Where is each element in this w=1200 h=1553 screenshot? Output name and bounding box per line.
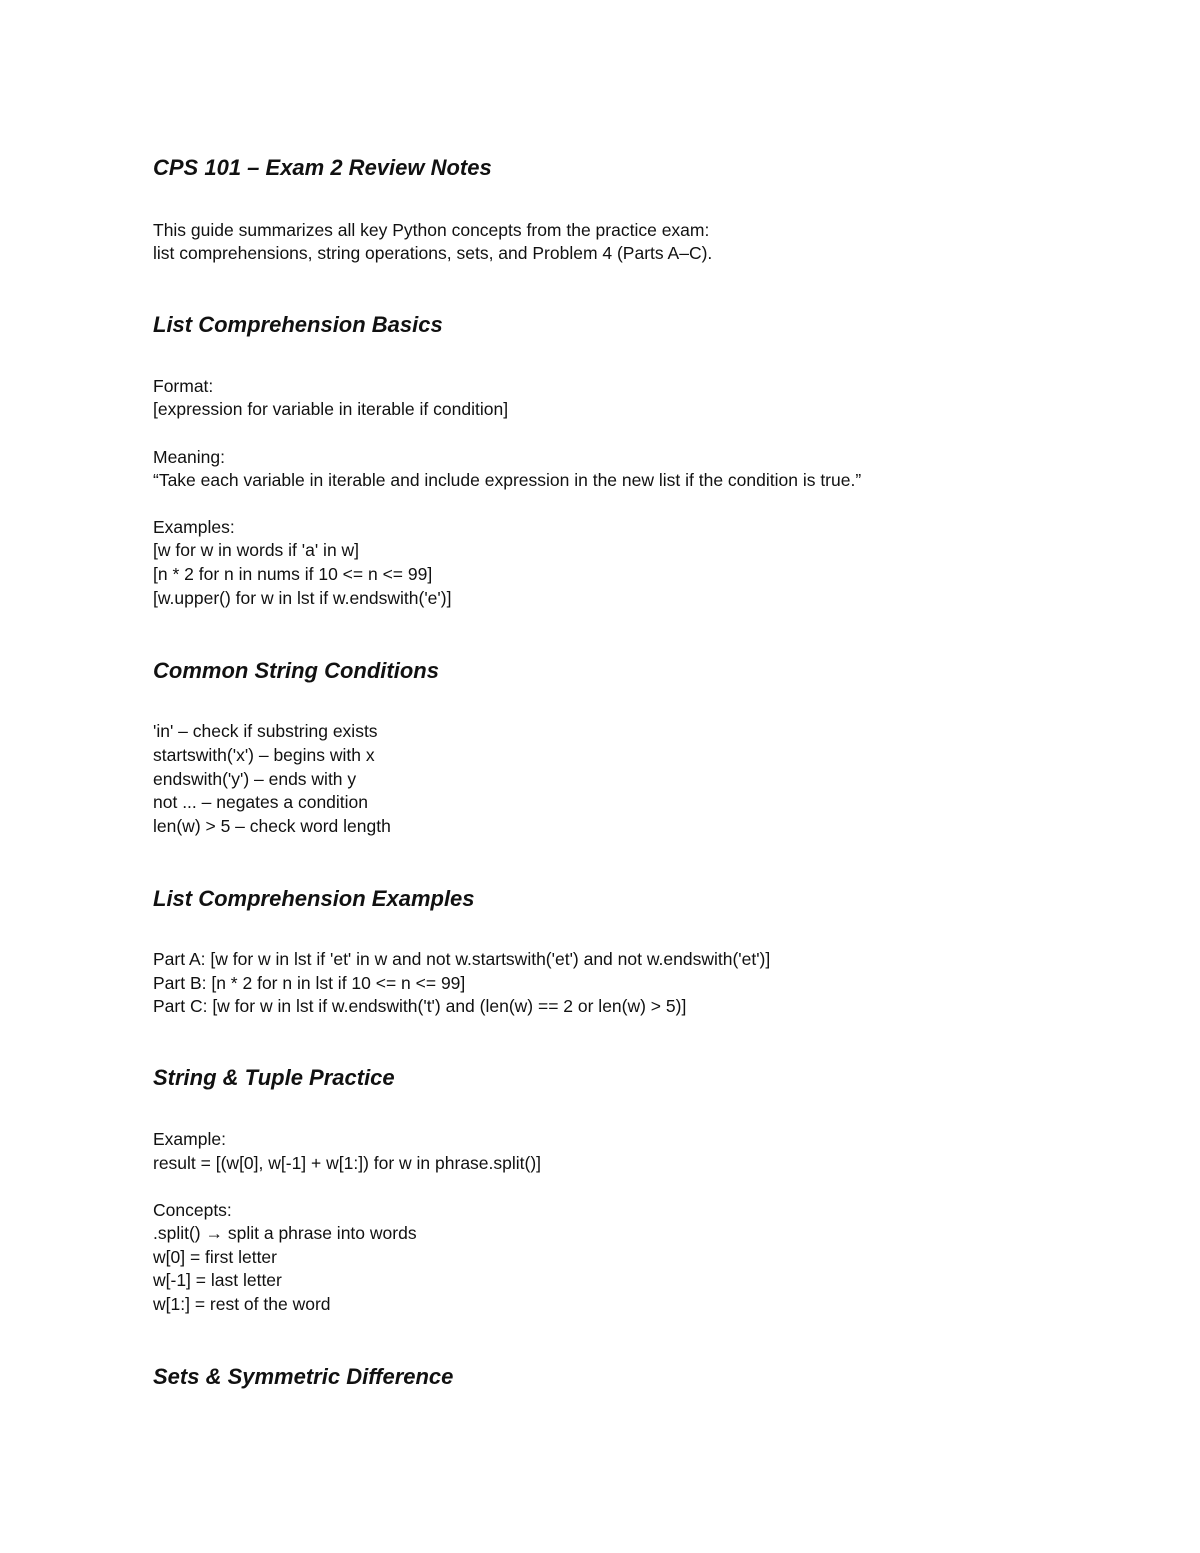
concept-item: w[-1] = last letter bbox=[153, 1270, 282, 1290]
concept-item: w[1:] = rest of the word bbox=[153, 1294, 331, 1314]
condition-item: endswith('y') – ends with y bbox=[153, 769, 357, 789]
heading-sets-symmetric-difference: Sets & Symmetric Difference bbox=[153, 1364, 454, 1389]
concepts-label: Concepts: bbox=[153, 1200, 232, 1220]
example-line: [w for w in words if 'a' in w] bbox=[153, 540, 360, 560]
condition-item: len(w) > 5 – check word length bbox=[153, 816, 391, 836]
heading-list-comprehension-examples: List Comprehension Examples bbox=[153, 886, 475, 911]
part-b-line: Part B: [n * 2 for n in lst if 10 <= n <= 99] bbox=[153, 973, 466, 993]
part-a-line: Part A: [w for w in lst if 'et' in w and not w.startswith('et') and not w.endswith('et')] bbox=[153, 949, 771, 969]
format-label: Format: bbox=[153, 376, 214, 396]
heading-string-tuple-practice: String & Tuple Practice bbox=[153, 1065, 395, 1090]
examples-label: Examples: bbox=[153, 517, 235, 537]
format-value: [expression for variable in iterable if condition] bbox=[153, 399, 509, 419]
condition-item: 'in' – check if substring exists bbox=[153, 721, 378, 741]
part-c-line: Part C: [w for w in lst if w.endswith('t') and (len(w) == 2 or len(w) > 5)] bbox=[153, 996, 687, 1016]
meaning-label: Meaning: bbox=[153, 447, 225, 467]
condition-item: not ... – negates a condition bbox=[153, 792, 369, 812]
heading-common-string-conditions: Common String Conditions bbox=[153, 658, 439, 683]
tuple-example-value: result = [(w[0], w[-1] + w[1:]) for w in phrase.split()] bbox=[153, 1153, 542, 1173]
intro-line-2: list comprehensions, string operations, sets, and Problem 4 (Parts A–C). bbox=[153, 243, 713, 263]
concept-item: w[0] = first letter bbox=[153, 1247, 277, 1267]
document-title: CPS 101 – Exam 2 Review Notes bbox=[153, 155, 492, 180]
example-line: [n * 2 for n in nums if 10 <= n <= 99] bbox=[153, 564, 433, 584]
example-line: [w.upper() for w in lst if w.endswith('e')] bbox=[153, 588, 452, 608]
condition-item: startswith('x') – begins with x bbox=[153, 745, 375, 765]
heading-list-comprehension-basics: List Comprehension Basics bbox=[153, 312, 443, 337]
intro-line-1: This guide summarizes all key Python concepts from the practice exam: bbox=[153, 220, 710, 240]
concept-item: .split() → split a phrase into words bbox=[153, 1223, 417, 1243]
meaning-value: “Take each variable in iterable and include expression in the new list if the condition is true.” bbox=[153, 470, 862, 490]
tuple-example-label: Example: bbox=[153, 1129, 226, 1149]
